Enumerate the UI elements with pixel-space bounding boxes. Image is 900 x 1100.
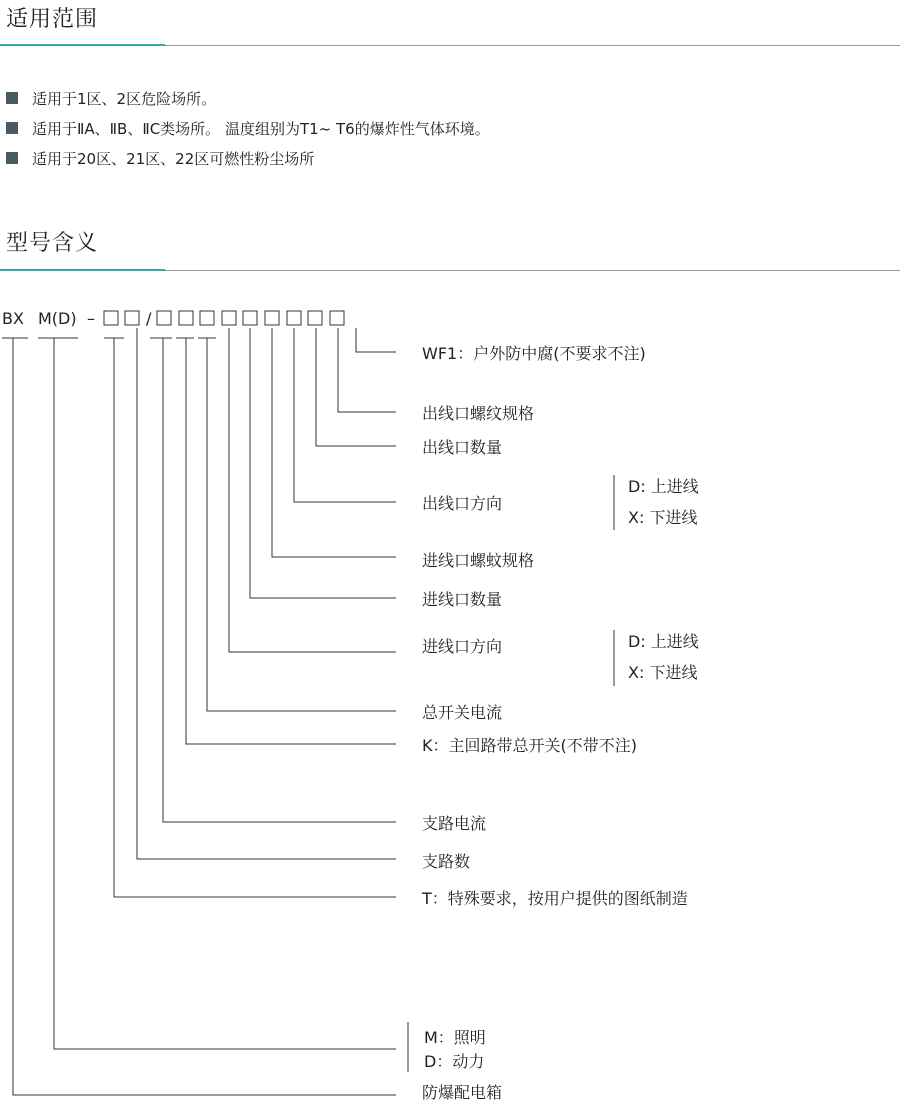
- field-label-branch-count: 支路数: [422, 852, 471, 871]
- section-title-model: 型号含义: [6, 231, 99, 256]
- option-label: M：照明: [424, 1028, 486, 1047]
- list-item-text: 适用于20区、21区、22区可燃性粉尘场所: [32, 149, 315, 168]
- square-bullet-icon: [6, 92, 18, 104]
- code-box: [125, 311, 139, 325]
- section-accent-bar: [0, 44, 165, 46]
- field-label-out-count: 出线口数量: [422, 438, 503, 457]
- field-label-main-current: 总开关电流: [422, 703, 503, 722]
- code-box: [200, 311, 214, 325]
- code-prefix-md: M(D): [38, 309, 77, 328]
- list-item: [6, 83, 490, 113]
- field-label-wf1: WF1：户外防中腐(不要求不注): [422, 344, 646, 363]
- option-label: X: 下进线: [628, 508, 698, 527]
- list-item-text: 适用于1区、2区危险场所。: [32, 89, 217, 108]
- field-label-in-count: 进线口数量: [422, 590, 503, 609]
- field-label-out-thread: 出线口螺纹规格: [422, 404, 535, 423]
- field-label-branch-current: 支路电流: [422, 814, 487, 833]
- option-label: D: 上进线: [628, 632, 699, 651]
- code-dash: –: [87, 309, 95, 328]
- square-bullet-icon: [6, 152, 18, 164]
- code-box: [243, 311, 257, 325]
- list-item-text: 适用于ⅡA、ⅡB、ⅡC类场所。 温度组别为T1~ T6的爆炸性气体环境。: [32, 119, 490, 138]
- field-label-out-dir: 出线口方向: [422, 494, 503, 513]
- model-code-diagram: [0, 300, 900, 1100]
- code-box: [222, 311, 236, 325]
- option-label: X: 下进线: [628, 663, 698, 682]
- code-box: [287, 311, 301, 325]
- section-accent-bar: [0, 269, 165, 271]
- applicable-list: [6, 83, 490, 173]
- section-title-applicable: 适用范围: [6, 7, 99, 32]
- option-label: D：动力: [424, 1052, 485, 1071]
- code-box: [179, 311, 193, 325]
- code-placeholder-boxes: [104, 311, 344, 325]
- field-label-k-main: K：主回路带总开关(不带不注): [422, 736, 637, 755]
- option-label: D: 上进线: [628, 477, 699, 496]
- list-item: [6, 143, 490, 173]
- code-box: [330, 311, 344, 325]
- code-box: [308, 311, 322, 325]
- code-slash: /: [146, 309, 152, 328]
- code-box: [157, 311, 171, 325]
- code-box: [104, 311, 118, 325]
- square-bullet-icon: [6, 122, 18, 134]
- field-label-in-dir: 进线口方向: [422, 637, 503, 656]
- code-box: [265, 311, 279, 325]
- field-label-in-thread: 进线口螺蚊规格: [422, 551, 535, 570]
- list-item: [6, 113, 490, 143]
- code-prefix-bx: BX: [2, 309, 24, 328]
- field-label-bx: 防爆配电箱: [422, 1083, 503, 1100]
- field-label-t-special: T：特殊要求，按用户提供的图纸制造: [422, 889, 688, 908]
